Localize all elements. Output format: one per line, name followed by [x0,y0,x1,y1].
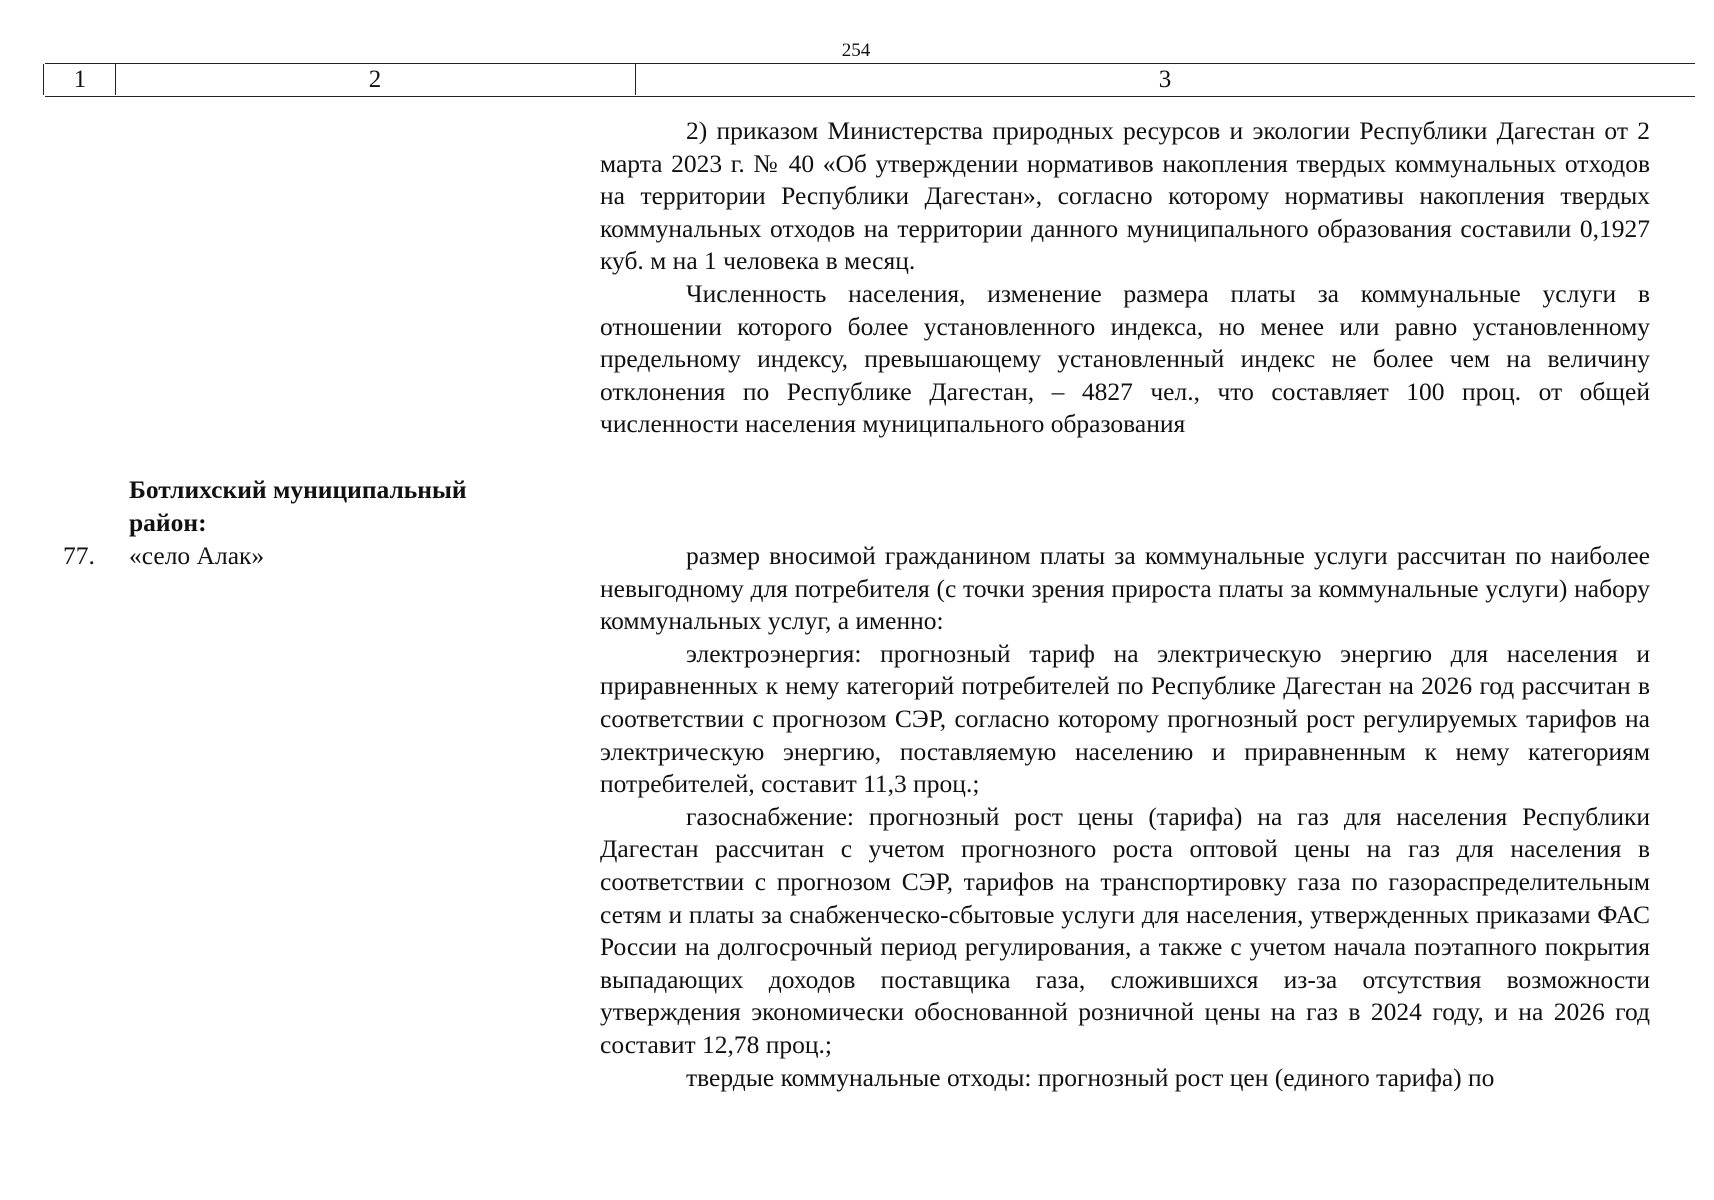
row-number: 77. [63,541,95,570]
district-heading: Ботлихский муниципальный район: [129,475,467,537]
entry-text [600,540,1650,1094]
column-header-1: 1 [45,64,116,95]
previous-entry-text [600,115,1650,441]
paragraph-order-reference: 2) приказом Министерства природных ресурсов и экологии Республики Дагестан от 2 марта 2023 г. № 40 «Об утверждении нормативов накопления твердых коммунальных отходов на территории Республики Дагестан», согласно которому нормативы накопления твердых коммунальных отходов на территории данного муниципального образования составили 0,1927 куб. м на 1 человека в месяц. [600,116,1650,276]
page-number: 254 [841,40,871,61]
paragraph-gas-supply: газоснабжение: прогнозный рост цены (тарифа) на газ для населения Республики Дагестан рассчитан с учетом прогнозного роста оптовой цены на газ для населения в соответствии с прогнозом СЭР, тарифов на транспортировку газа по газораспределительным сетям и платы за снабженческо-сбытовые услуги для населения, утвержденных приказами ФАС России на долгосрочный период регулирования, а также с учетом начала поэтапного покрытия выпадающих доходов поставщика газа, сложившихся из-за отсутствия возможности утверждения экономически обоснованной розничной цены на газ в 2024 году, и на 2026 год составит 12,78 проц.; [600,801,1650,1059]
municipality-name: «село Алак» [129,541,265,570]
paragraph-solid-waste: твердые коммунальные отходы: прогнозный рост цен (единого тарифа) по [686,1062,1495,1092]
table-column-header [45,63,1695,97]
column-header-3: 3 [1158,66,1172,93]
paragraph-electricity: электроэнергия: прогнозный тариф на электрическую энергию для населения и приравненных к нему категорий потребителей по Республике Дагестан на 2026 год рассчитан в соответствии с прогнозом СЭР, согласно которому прогнозный рост регулируемых тарифов на электрическую энергию, поставляемую населению и приравненным к нему категориям потребителей, составит 11,3 проц.; [600,638,1650,799]
column-header-2: 2 [115,64,636,95]
column-divider [43,64,44,95]
paragraph-population: Численность населения, изменение размера платы за коммунальные услуги в отношении которого более установленного индекса, но менее или равно установленному предельному индексу, превышающему установленный индекс не более чем на величину отклонения по Республике Дагестан, – 4827 чел., что составляет 100 проц. от общей численности населения муниципального образования [600,278,1650,439]
paragraph-payment-calculation: размер вносимой гражданином платы за коммунальные услуги рассчитан по наиболее невыгодному для потребителя (с точки зрения прироста платы за коммунальные услуги) набору коммунальных услуг, а именно: [600,541,1650,636]
